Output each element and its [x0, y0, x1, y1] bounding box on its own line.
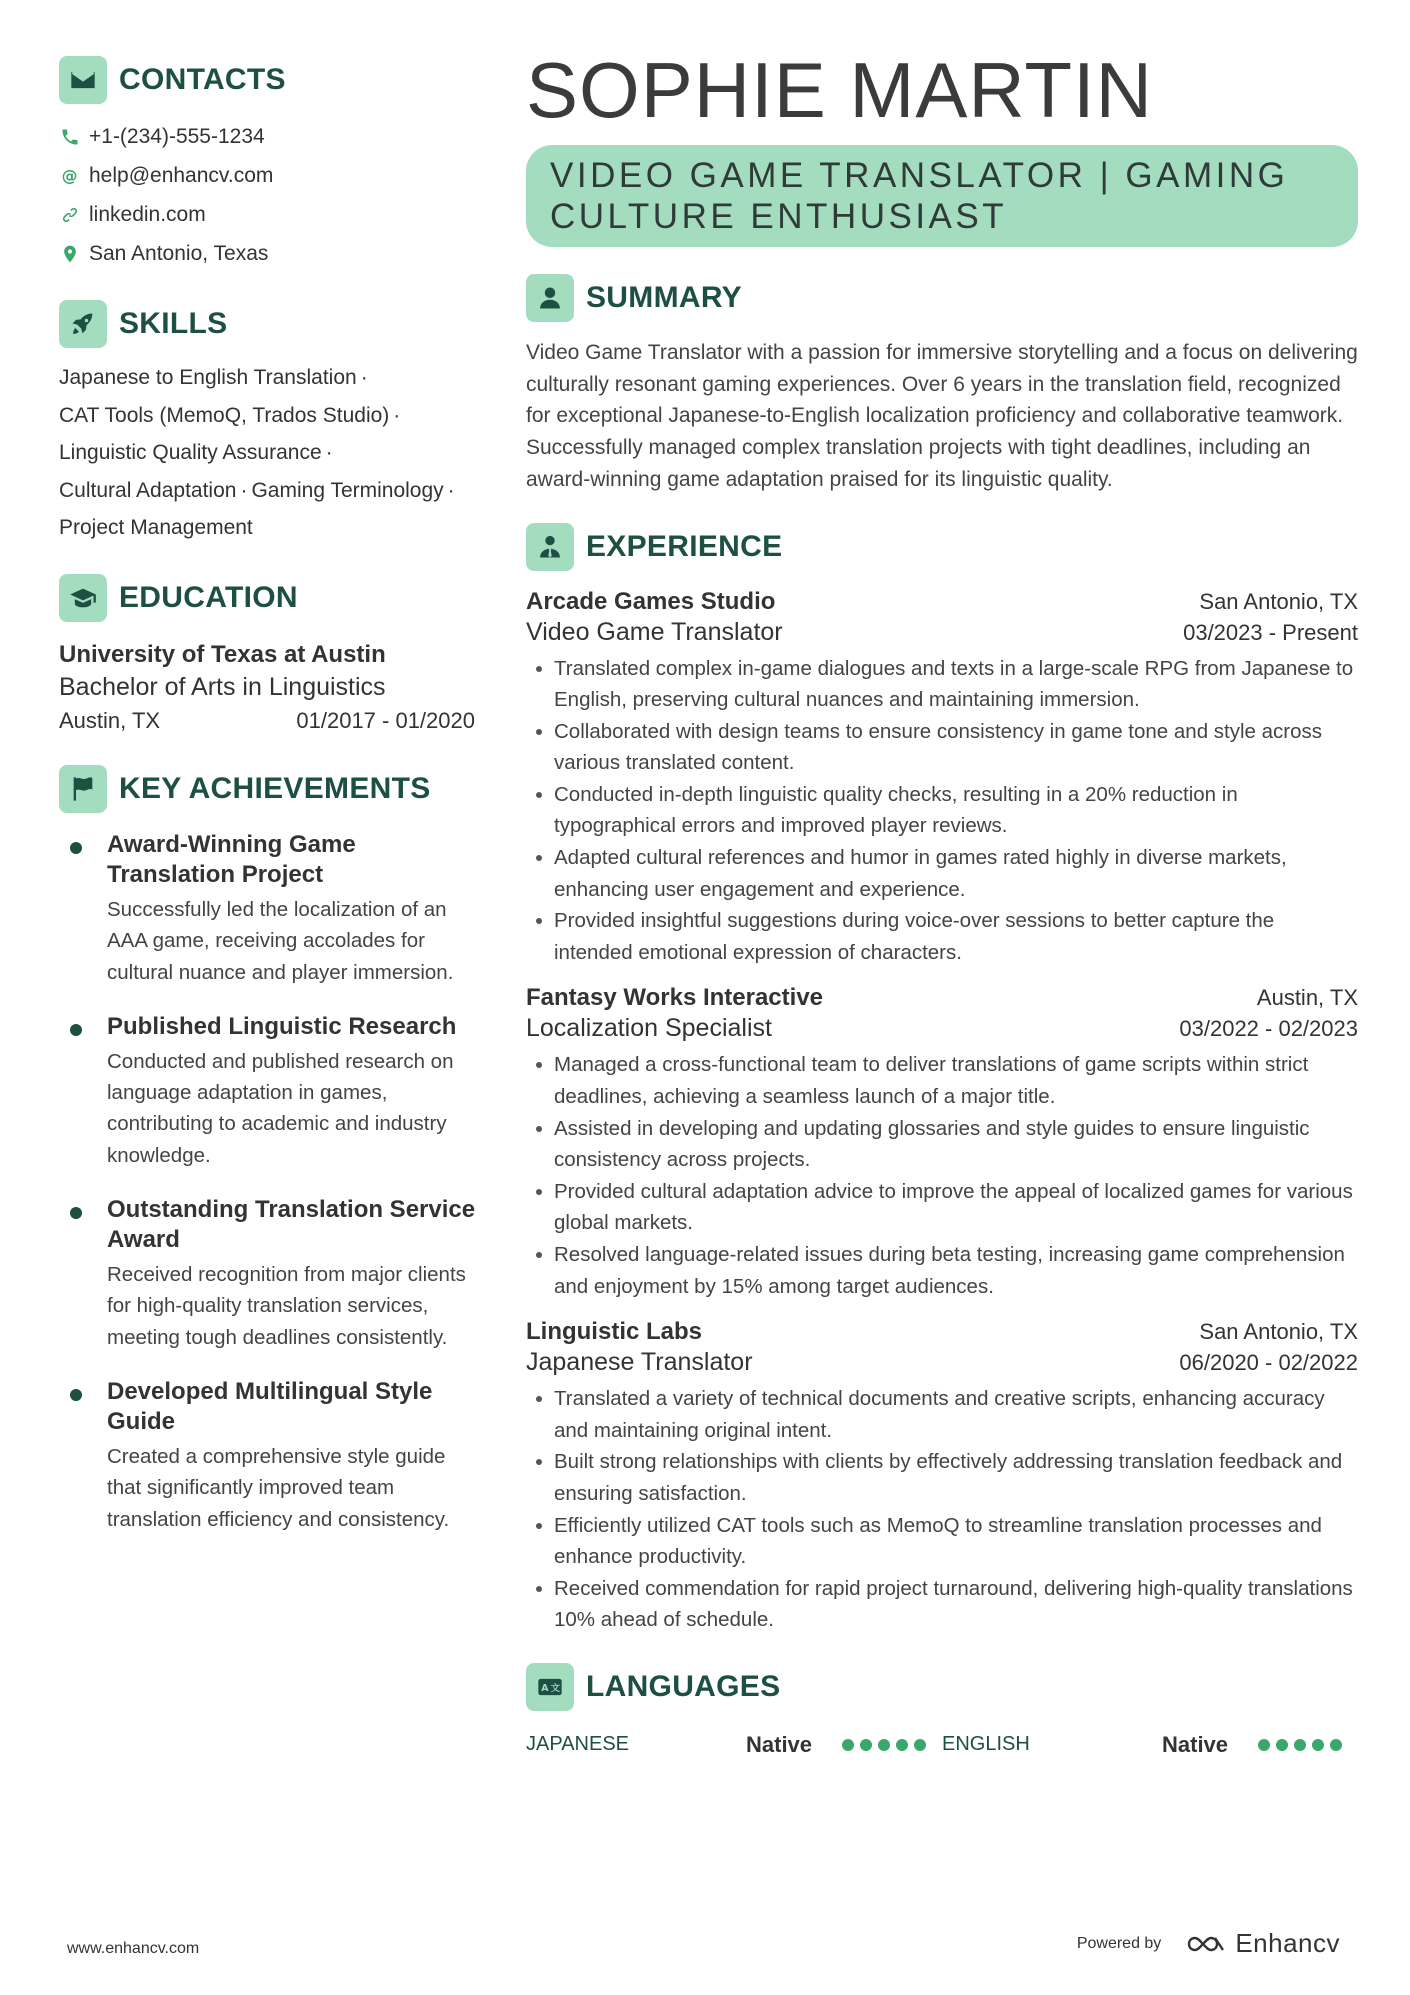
rating-dot [896, 1739, 908, 1751]
job-dates: 03/2022 - 02/2023 [1179, 1016, 1358, 1042]
job-bullet: Built strong relationships with clients by effectively addressing translation feedback and ensuring satisfaction. [526, 1446, 1358, 1509]
right-column [526, 45, 1358, 1758]
rating-dot [1258, 1739, 1270, 1751]
job-bullet: Collaborated with design teams to ensure consistency in game tone and style across various translated content. [526, 716, 1358, 779]
svg-text:A: A [541, 1683, 549, 1695]
enhancv-logo-text: Enhancv [1235, 1928, 1340, 1958]
candidate-name: SOPHIE MARTIN [526, 46, 1153, 134]
bullet-dot [70, 842, 82, 854]
job-company: Arcade Games Studio [526, 587, 776, 615]
summary-title: SUMMARY [586, 281, 742, 314]
achievement-item [59, 1195, 479, 1353]
experience-section [526, 522, 1358, 1636]
education-section [59, 573, 479, 734]
achievement-desc: Conducted and published research on language adaptation in games, contributing to academic and industry knowledge. [107, 1049, 454, 1167]
job-dates: 06/2020 - 02/2022 [1179, 1350, 1358, 1376]
job-bullet: Received commendation for rapid project turnaround, delivering high-quality translations 10% ahead of schedule. [526, 1573, 1358, 1636]
bullet-dot [70, 1389, 82, 1401]
skill-item: Cultural Adaptation [59, 478, 237, 502]
skills-title: SKILLS [119, 307, 228, 340]
job-entry [526, 984, 1358, 1302]
job-bullets [526, 653, 1358, 969]
languages-header [526, 1662, 1358, 1712]
language-name: JAPANESE [526, 1733, 629, 1756]
languages-section [526, 1662, 1358, 1758]
language-rating [836, 1739, 926, 1751]
achievement-desc: Received recognition from major clients for high-quality translation services, meeting tough deadlines consistently. [107, 1263, 466, 1349]
job-subheader [526, 1348, 1358, 1377]
skills-section [59, 299, 479, 547]
rating-dot [914, 1739, 926, 1751]
achievement-item [59, 830, 479, 988]
graduation-cap-icon [59, 574, 107, 622]
education-location: Austin, TX [59, 707, 161, 733]
job-location: San Antonio, TX [1199, 588, 1358, 614]
achievement-title: Developed Multilingual Style Guide [107, 1377, 433, 1435]
job-header [526, 588, 1358, 616]
achievements-list [59, 830, 479, 1535]
skill-item: Gaming Terminology [251, 478, 444, 502]
rating-dot [1276, 1739, 1288, 1751]
job-bullets [526, 1383, 1358, 1636]
experience-title: EXPERIENCE [586, 529, 783, 563]
language-item [526, 1732, 942, 1758]
linkedin-text: linkedin.com [89, 202, 206, 226]
svg-text:@: @ [61, 165, 78, 185]
achievements-title: KEY ACHIEVEMENTS [119, 771, 431, 805]
experience-header [526, 522, 1358, 572]
left-column [59, 55, 479, 1559]
job-bullet: Provided cultural adaptation advice to improve the appeal of localized games for various global markets. [526, 1176, 1358, 1239]
phone-text: +1-(234)-555-1234 [89, 124, 265, 148]
rating-dot [842, 1739, 854, 1751]
skill-separator: · [393, 403, 401, 427]
job-header [526, 984, 1358, 1012]
job-dates: 03/2023 - Present [1183, 619, 1358, 645]
job-bullet: Provided insightful suggestions during voice-over sessions to better capture the intended emotional expression of characters. [526, 905, 1358, 968]
education-meta [59, 708, 475, 734]
language-item [942, 1732, 1358, 1758]
job-role: Localization Specialist [526, 1014, 772, 1043]
job-bullet: Adapted cultural references and humor in games rated highly in diverse markets, enhancing user engagement and experience. [526, 842, 1358, 905]
contact-list [59, 117, 479, 273]
skill-separator: · [240, 478, 248, 502]
phone-icon [59, 126, 81, 148]
achievement-desc: Successfully led the localization of an AAA game, receiving accolades for cultural nuance and player immersion. [107, 897, 454, 984]
flag-icon [59, 765, 107, 813]
link-icon [59, 204, 81, 226]
job-bullet: Translated complex in-game dialogues and texts in a large-scale RPG from Japanese to English, preserving cultural nuances and maintaining immersion. [526, 653, 1358, 716]
job-header [526, 1318, 1358, 1346]
job-bullet: Conducted in-depth linguistic quality checks, resulting in a 20% reduction in typographical errors and improved player reviews. [526, 779, 1358, 842]
education-title: EDUCATION [119, 580, 298, 614]
job-company: Linguistic Labs [526, 1318, 703, 1346]
contact-email[interactable] [59, 156, 479, 195]
achievement-title: Outstanding Translation Service Award [107, 1196, 476, 1254]
rating-dot [860, 1739, 872, 1751]
skill-separator: · [447, 478, 455, 502]
skill-item: Project Management [59, 516, 253, 540]
languages-title: LANGUAGES [586, 1669, 781, 1703]
achievement-desc: Created a comprehensive style guide that significantly improved team translation efficiency and consistency. [107, 1444, 450, 1531]
footer-branding [1077, 1928, 1340, 1959]
rating-dot [1312, 1739, 1324, 1751]
job-role: Japanese Translator [526, 1348, 753, 1377]
language-name: ENGLISH [942, 1733, 1030, 1756]
businessperson-icon [526, 523, 574, 571]
education-header [59, 573, 479, 623]
job-subheader [526, 618, 1358, 647]
rocket-icon [59, 300, 107, 348]
achievement-item [59, 1377, 479, 1535]
skill-item: Japanese to English Translation [59, 366, 357, 389]
job-bullet: Resolved language-related issues during beta testing, increasing game comprehension and enjoyment by 15% among target audiences. [526, 1239, 1358, 1302]
job-location: San Antonio, TX [1199, 1319, 1358, 1345]
education-dates: 01/2017 - 01/2020 [296, 707, 475, 733]
language-level: Native [1162, 1731, 1229, 1757]
languages-row [526, 1732, 1358, 1758]
job-company: Fantasy Works Interactive [526, 984, 824, 1012]
contact-phone[interactable] [59, 117, 479, 156]
footer-website[interactable]: www.enhancv.com [67, 1940, 200, 1957]
email-text: help@enhancv.com [89, 163, 274, 187]
enhancv-logo-icon [1185, 1932, 1229, 1956]
contacts-header [59, 55, 479, 105]
job-bullets [526, 1049, 1358, 1302]
at-sign-icon [59, 165, 81, 187]
contacts-title: CONTACTS [119, 63, 286, 96]
summary-header [526, 273, 1358, 323]
contact-location [59, 234, 479, 273]
rating-dot [1294, 1739, 1306, 1751]
language-rating [1252, 1739, 1342, 1751]
achievement-title: Award-Winning Game Translation Project [107, 830, 356, 888]
job-bullet: Managed a cross-functional team to deliver translations of game scripts within strict deadlines, achieving a seamless launch of a major title. [526, 1049, 1358, 1112]
location-text: San Antonio, Texas [89, 241, 269, 265]
summary-section [526, 273, 1358, 496]
achievements-header [59, 764, 479, 814]
job-role: Video Game Translator [526, 617, 783, 646]
education-school: University of Texas at Austin [59, 640, 386, 668]
envelope-icon [59, 56, 107, 104]
rating-dot [1330, 1739, 1342, 1751]
skills-header [59, 299, 479, 349]
achievement-title: Published Linguistic Research [107, 1012, 457, 1040]
job-subheader [526, 1014, 1358, 1043]
contact-linkedin[interactable] [59, 195, 479, 234]
bullet-dot [70, 1024, 82, 1036]
bullet-dot [70, 1207, 82, 1219]
job-bullet: Efficiently utilized CAT tools such as MemoQ to streamline translation processes and enhance productivity. [526, 1510, 1358, 1573]
education-degree: Bachelor of Arts in Linguistics [59, 672, 386, 701]
summary-text: Video Game Translator with a passion for immersive storytelling and a focus on delivering culturally resonant gaming experiences. Over 6 years in the translation field, recognized for exceptional Japanese-to-English localization proficiency and collaborative teamwork. Successfully managed complex translation projects with tight deadlines, including an award-winning game adaptation praised for its linguistic quality. [526, 341, 1358, 491]
rating-dot [878, 1739, 890, 1751]
user-icon [526, 274, 574, 322]
job-bullet: Assisted in developing and updating glossaries and style guides to ensure linguistic consistency across projects. [526, 1113, 1358, 1176]
powered-by-label: Powered by [1076, 1934, 1162, 1952]
skills-list [59, 359, 479, 547]
skill-separator: · [360, 366, 368, 389]
enhancv-logo[interactable] [1185, 1928, 1340, 1959]
translate-icon [526, 1663, 574, 1711]
achievement-item [59, 1012, 479, 1171]
map-pin-icon [59, 243, 81, 265]
job-bullet: Translated a variety of technical documents and creative scripts, enhancing accuracy and maintaining original intent. [526, 1383, 1358, 1446]
skill-separator: · [325, 441, 333, 465]
job-entry [526, 588, 1358, 969]
headline-text: VIDEO GAME TRANSLATOR | GAMING CULTURE ENTHUSIAST [550, 156, 1289, 236]
headline-banner [526, 145, 1358, 247]
svg-text:文: 文 [550, 1683, 560, 1695]
job-entry [526, 1318, 1358, 1636]
contacts-section [59, 55, 479, 273]
job-location: Austin, TX [1256, 985, 1358, 1011]
skill-item: CAT Tools (MemoQ, Trados Studio) [59, 403, 390, 427]
language-level: Native [746, 1731, 813, 1757]
skill-item: Linguistic Quality Assurance [59, 441, 322, 465]
achievements-section [59, 764, 479, 1535]
